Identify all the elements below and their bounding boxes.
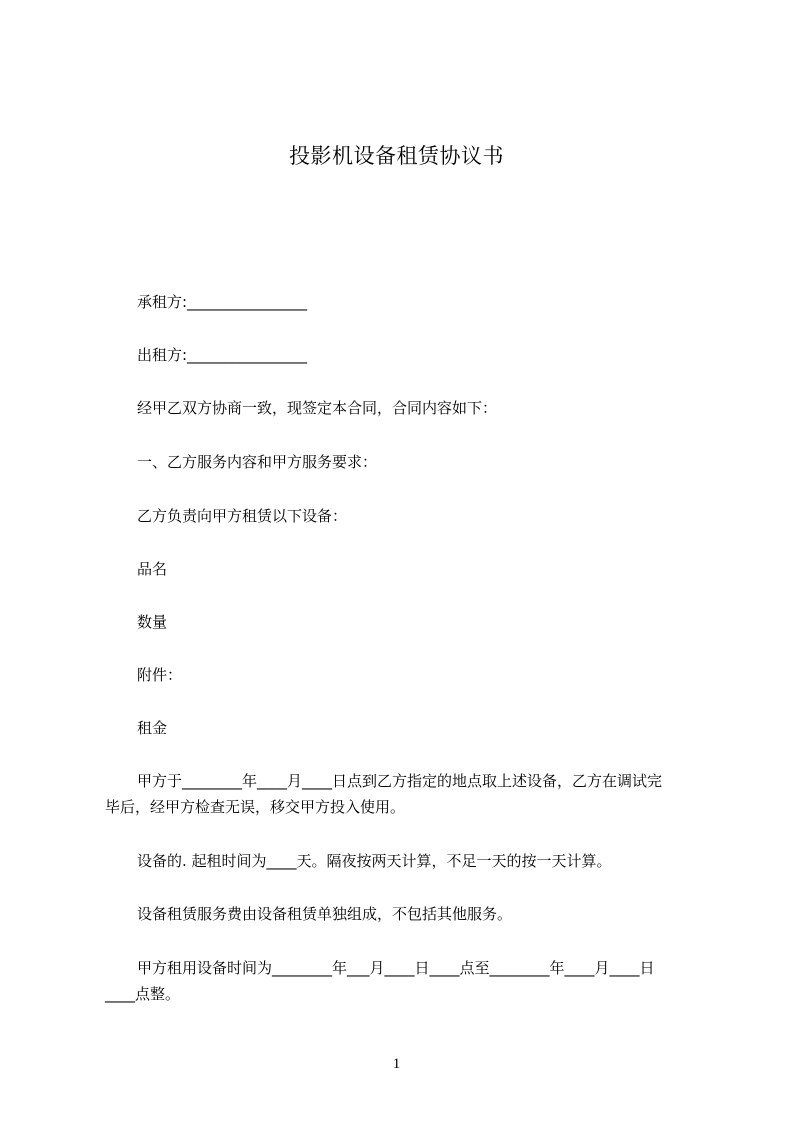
service-fee-paragraph: 设备租赁服务费由设备租赁单独组成，不包括其他服务。 xyxy=(137,905,513,923)
pickup-paragraph-line-1: 甲方于________年____月____日点到乙方指定的地点取上述设备，乙方在调试完 xyxy=(137,772,663,790)
rental-period-line-1: 甲方租用设备时间为________年___月____日____点至________年____月____日 xyxy=(137,959,655,977)
quantity-label: 数量 xyxy=(137,613,168,631)
item-name-label: 品名 xyxy=(137,560,168,578)
page-number: 1 xyxy=(392,1056,401,1072)
document-title: 投影机设备租赁协议书 xyxy=(289,144,504,168)
equipment-intro: 乙方负责向甲方租赁以下设备： xyxy=(137,507,348,525)
attachment-label: 附件： xyxy=(137,666,183,684)
rent-label: 租金 xyxy=(137,719,168,737)
section-heading-1: 一、乙方服务内容和甲方服务要求： xyxy=(137,453,378,471)
rental-period-line-2: ____点整。 xyxy=(105,985,181,1003)
lessee-line: 承租方:________________ xyxy=(137,293,308,311)
rental-start-paragraph: 设备的. 起租时间为____天。隔夜按两天计算，不足一天的按一天计算。 xyxy=(137,852,612,870)
lessor-line: 出租方:________________ xyxy=(137,346,308,364)
pickup-paragraph-line-2: 毕后，经甲方检查无误，移交甲方投入使用。 xyxy=(105,798,406,816)
intro-paragraph: 经甲乙双方协商一致，现签定本合同，合同内容如下： xyxy=(137,399,498,417)
